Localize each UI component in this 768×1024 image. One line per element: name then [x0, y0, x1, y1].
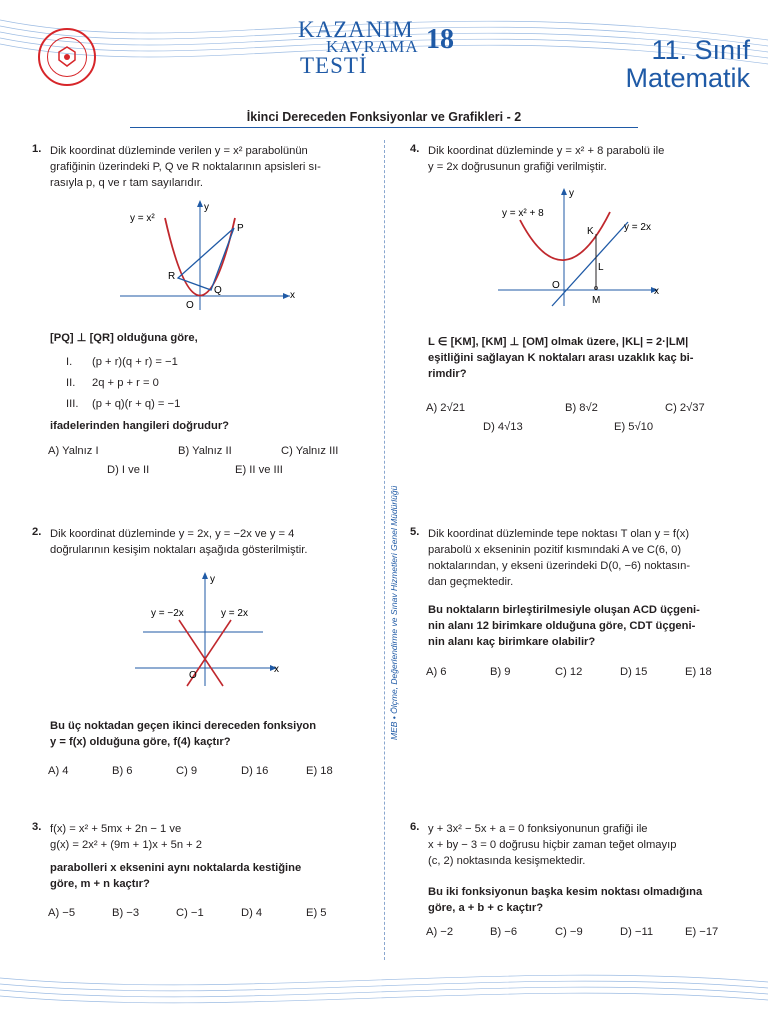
test-number: 18 — [426, 24, 454, 55]
q4-ask3: rimdir? — [428, 368, 467, 380]
q1-r-label: R — [168, 271, 176, 282]
q5-option-a[interactable]: A) 6 — [426, 666, 447, 678]
q1-line3: rasıyla p, q ve r tam sayılarıdır. — [50, 177, 203, 189]
q1-item3-key: III. — [66, 398, 79, 410]
q1-option-a[interactable]: A) Yalnız I — [48, 445, 99, 457]
q4-option-e[interactable]: E) 5√10 — [614, 421, 654, 433]
q4-line-label: y = 2x — [624, 222, 651, 233]
q2-option-d[interactable]: D) 16 — [241, 765, 269, 777]
q3-option-e[interactable]: E) 5 — [306, 907, 327, 919]
brand-line-3: TESTİ — [300, 53, 368, 78]
q5-option-d[interactable]: D) 15 — [620, 666, 648, 678]
q6-option-e[interactable]: E) −17 — [685, 926, 719, 938]
q4-o-label: O — [552, 280, 560, 291]
q1-line2: grafiğinin üzerindeki P, Q ve R noktalarının apsisleri sı- — [50, 161, 321, 173]
q3-option-b[interactable]: B) −3 — [112, 907, 140, 919]
q2-option-b[interactable]: B) 6 — [112, 765, 133, 777]
q2-option-a[interactable]: A) 4 — [48, 765, 69, 777]
topic-underline — [130, 127, 638, 128]
q5-line4: dan geçmektedir. — [428, 576, 514, 588]
grade-subject — [625, 36, 750, 93]
q5-option-c[interactable]: C) 12 — [555, 666, 583, 678]
q5-ask — [428, 602, 758, 650]
q1-option-d[interactable]: D) I ve II — [107, 464, 150, 476]
q4-func-label: y = x² + 8 — [502, 208, 544, 219]
q6-option-b[interactable]: B) −6 — [490, 926, 518, 938]
q2-y-label: y — [210, 574, 215, 585]
q1-func-label: y = x² — [130, 213, 155, 224]
q4-m-label: M — [592, 295, 601, 306]
q6-ask — [428, 884, 758, 916]
seal-emblem-icon — [57, 46, 77, 68]
q1-item2-value: 2q + p + r = 0 — [92, 377, 159, 389]
q4-l-label: L — [598, 262, 604, 273]
subject-label: Matematik — [625, 63, 750, 94]
q2-option-c[interactable]: C) 9 — [176, 765, 198, 777]
q3-line1: f(x) = x² + 5mx + 2n − 1 ve — [50, 823, 182, 835]
q6-ask2: göre, a + b + c kaçtır? — [428, 902, 544, 914]
q1-item1-value: (p + r)(q + r) = −1 — [92, 356, 178, 368]
q1-item3-value: (p + q)(r + q) = −1 — [92, 398, 181, 410]
q1-y-label: y — [204, 202, 209, 213]
brand-line-1: KAZANIM — [298, 17, 414, 42]
q5-option-e[interactable]: E) 18 — [685, 666, 712, 678]
q3-ask2: göre, m + n kaçtır? — [50, 878, 150, 890]
q2-graph — [135, 568, 290, 688]
q5-stem — [428, 526, 758, 590]
q3-line2: g(x) = 2x² + (9m + 1)x + 5n + 2 — [50, 839, 203, 851]
footer-decoration — [0, 960, 768, 1024]
q2-ask — [50, 718, 370, 750]
q1-o-label: O — [186, 300, 194, 311]
q1-option-b[interactable]: B) Yalnız II — [178, 445, 232, 457]
q4-ask2: eşitliğini sağlayan K noktaları arası uzaklık kaç bi- — [428, 352, 694, 364]
q5-ask3: nin alanı kaç birimkare olabilir? — [428, 636, 596, 648]
q4-graph — [498, 184, 678, 309]
q4-option-c[interactable]: C) 2√37 — [665, 402, 705, 414]
q2-line1-label: y = −2x — [151, 608, 184, 619]
q4-k-label: K — [587, 226, 594, 237]
q1-line1: Dik koordinat düzleminde verilen y = x² parabolünün — [50, 145, 308, 157]
q6-ask1: Bu iki fonksiyonun başka kesim noktası olmadığına — [428, 886, 703, 898]
side-credit — [377, 380, 399, 740]
q4-x-label: x — [654, 286, 659, 297]
q2-option-e[interactable]: E) 18 — [306, 765, 333, 777]
q6-line2: x + by − 3 = 0 doğrusu hiçbir zaman teğet olmayıp — [428, 839, 677, 851]
q4-ask1: L ∈ [KM], [KM] ⊥ [OM] olmak üzere, |KL| = 2·|LM| — [428, 336, 689, 348]
q1-p-label: P — [237, 223, 244, 234]
q5-line1: Dik koordinat düzleminde tepe noktası T olan y = f(x) — [428, 528, 690, 540]
q2-number: 2. — [32, 526, 42, 538]
q6-stem — [428, 821, 758, 869]
q3-stem — [50, 821, 370, 853]
q2-line1: Dik koordinat düzleminde y = 2x, y = −2x ve y = 4 — [50, 528, 295, 540]
q3-number: 3. — [32, 821, 42, 833]
brand-line-2: KAVRAMA — [326, 37, 419, 56]
q5-line3: noktalarından, y ekseni üzerindeki D(0, −6) noktasın- — [428, 560, 691, 572]
q5-option-b[interactable]: B) 9 — [490, 666, 511, 678]
q3-ask1: parabolleri x eksenini aynı noktalarda kestiğine — [50, 862, 302, 874]
q1-ask: ifadelerinden hangileri doğrudur? — [50, 420, 230, 432]
q4-stem — [428, 143, 748, 175]
q6-option-c[interactable]: C) −9 — [555, 926, 583, 938]
q6-line1: y + 3x² − 5x + a = 0 fonksiyonunun grafiği ile — [428, 823, 648, 835]
q3-option-a[interactable]: A) −5 — [48, 907, 76, 919]
q4-line1: Dik koordinat düzleminde y = x² + 8 parabolü ile — [428, 145, 665, 157]
q4-ask — [428, 334, 758, 382]
q1-graph — [120, 198, 310, 313]
q1-number: 1. — [32, 143, 42, 155]
q4-option-d[interactable]: D) 4√13 — [483, 421, 523, 433]
topic-title: İkinci Dereceden Fonksiyonlar ve Grafikleri - 2 — [246, 110, 522, 124]
q2-line2: doğrularının kesişim noktaları aşağıda gösterilmiştir. — [50, 544, 308, 556]
q1-q-label: Q — [214, 285, 222, 296]
q5-ask1: Bu noktaların birleştirilmesiyle oluşan ACD üçgeni- — [428, 604, 700, 616]
q6-line3: (c, 2) noktasında kesişmektedir. — [428, 855, 586, 867]
q2-ask2: y = f(x) olduğuna göre, f(4) kaçtır? — [50, 736, 231, 748]
q4-number: 4. — [410, 143, 420, 155]
q3-option-c[interactable]: C) −1 — [176, 907, 204, 919]
q3-option-d[interactable]: D) 4 — [241, 907, 263, 919]
q4-option-a[interactable]: A) 2√21 — [426, 402, 466, 414]
q1-option-e[interactable]: E) II ve III — [235, 464, 283, 476]
q4-option-b[interactable]: B) 8√2 — [565, 402, 598, 414]
q2-o-label: O — [189, 670, 197, 681]
q3-ask — [50, 860, 370, 892]
q2-stem — [50, 526, 370, 558]
q5-line2: parabolü x ekseninin pozitif kısmındaki A ve C(6, 0) — [428, 544, 682, 556]
grade-label: 11. Sınıf — [651, 35, 750, 65]
q1-items — [66, 354, 180, 417]
q1-item2-key: II. — [66, 377, 76, 389]
q1-stem — [50, 143, 370, 191]
q6-option-d[interactable]: D) −11 — [620, 926, 654, 938]
q1-option-c[interactable]: C) Yalnız III — [281, 445, 339, 457]
q2-x-label: x — [274, 664, 279, 675]
q1-condition: [PQ] ⊥ [QR] olduğuna göre, — [50, 332, 198, 344]
q2-line2-label: y = 2x — [221, 608, 248, 619]
q1-x-label: x — [290, 290, 295, 301]
q6-option-a[interactable]: A) −2 — [426, 926, 454, 938]
q5-number: 5. — [410, 526, 420, 538]
q4-line2: y = 2x doğrusunun grafiği verilmiştir. — [428, 161, 607, 173]
q5-ask2: nin alanı 12 birimkare olduğuna göre, CDT üçgeni- — [428, 620, 696, 632]
q4-y-label: y — [569, 188, 574, 199]
q6-number: 6. — [410, 821, 420, 833]
q1-item1-key: I. — [66, 356, 73, 368]
q2-ask1: Bu üç noktadan geçen ikinci dereceden fonksiyon — [50, 720, 317, 732]
side-credit-text: MEB • Ölçme, Değerlendirme ve Sınav Hizmetleri Genel Müdürlüğü — [389, 485, 399, 740]
